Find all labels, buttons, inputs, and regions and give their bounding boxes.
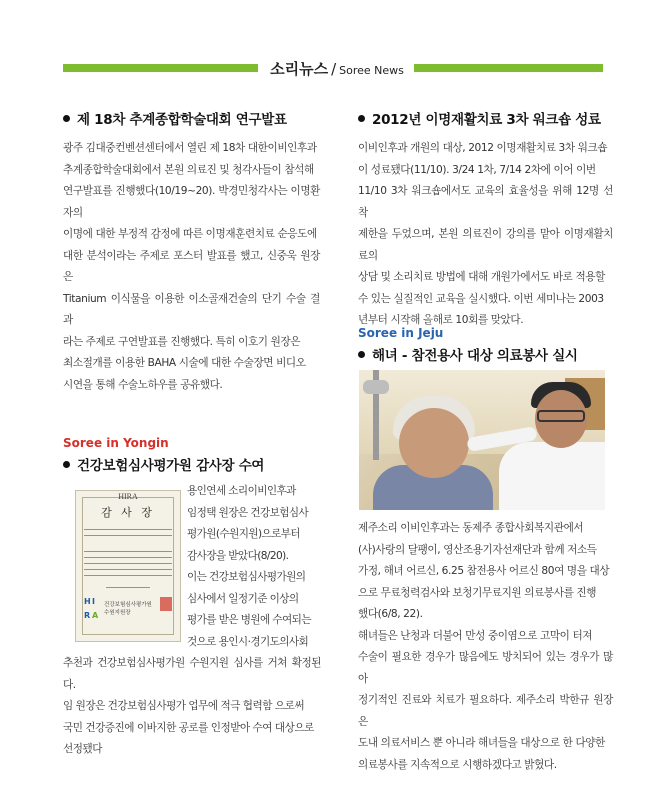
article-headline: 건강보험심사평가원 감사장 수여	[63, 454, 323, 474]
certificate-title: 감 사 장	[101, 506, 155, 519]
section-title-separator: /	[331, 60, 337, 78]
article-yongin	[63, 436, 323, 484]
header-rule-right	[414, 64, 603, 72]
section-title-korean: 소리뉴스	[270, 60, 329, 78]
region-tag: Soree in Yongin	[63, 436, 169, 450]
header-rule-left	[63, 64, 258, 72]
bullet-icon	[63, 115, 70, 122]
article-workshop	[358, 108, 613, 332]
article-symposium	[63, 108, 320, 396]
hira-logo-icon: H I R A	[84, 597, 99, 620]
article-yongin-side	[187, 481, 321, 653]
article-body: 용인연세 소리이비인후과 임정택 원장은 건강보험심사 평가원(수원지원)으로부터 감사장을 받았다(8/20). 이는 건강보험심사평가원의 심사에서 일정기준 이상의 평가를 받은 병원에 수여되는 것으로 용인시·경기도의사회	[187, 485, 311, 648]
article-headline: 2012년 이명재활치료 3차 워크숍 성료	[358, 108, 613, 128]
region-tag: Soree in Jeju	[358, 326, 444, 340]
article-jeju	[358, 326, 613, 374]
certificate-logo: HIRA	[118, 492, 138, 501]
article-body: 추천과 건강보험심사평가원 수원지원 심사를 거쳐 확정된다. 임 원장은 건강보험심사평가 업무에 적극 협력함 으로써 국민 건강증진에 이바지한 공로를 인정받아 수여 대상으로 선정됐다	[63, 657, 321, 755]
seal-stamp	[160, 597, 172, 611]
bullet-icon	[358, 351, 365, 358]
section-title-english: Soree News	[339, 64, 404, 77]
bullet-icon	[63, 461, 70, 468]
article-headline: 해녀 - 참전용사 대상 의료봉사 실시	[358, 344, 613, 364]
bullet-icon	[358, 115, 365, 122]
article-body: 이비인후과 개원의 대상, 2012 이명재활치료 3차 워크숍 이 성료됐다(11/10). 3/24 1차, 7/14 2차에 이어 이번 11/10 3차 워크숍에서도 교육의 효율성을 위해 12명 선착 제한을 두었으며, 본원 의료진이 강의를 맡아 이명재활치료의 상담 및 소리치료 방법에 대해 개원가에서도 바로 적용할 수 있는 실질적인 교육을 실시했다. 이번 세미나는 2003 년부터 시작해 올해로 10회를 맞았다.	[358, 142, 613, 326]
article-headline: 제 18차 추계종합학술대회 연구발표	[63, 108, 320, 128]
article-body: 제주소리 이비인후과는 동제주 종합사회복지관에서 (사)사랑의 달팽이, 영산조용기자선재단과 함께 저소득 가정, 해녀 어르신, 6.25 참전용사 어르신 80여 명을 대상 으로 무료청력검사와 보청기무료지원 의료봉사를 진행 했다(6/8, 22). 해녀들은 난청과 더불어 만성 중이염으로 고막이 터져 수술이 필요한 경우가 많음에도 방치되어 있는 경우가 많아 정기적인 진료와 치료가 필요하다. 제주소리 박한규 원장은 도내 의료서비스 뿐 아니라 해녀들을 대상으로 한 다양한 의료봉사를 지속적으로 시행하겠다고 밝혔다.	[358, 522, 613, 771]
article-jeju-body	[358, 518, 613, 776]
volunteer-photo	[359, 370, 605, 510]
section-header	[262, 58, 412, 80]
article-yongin-body	[63, 653, 321, 761]
certificate-org: 건강보험심사평가원 수원지원장	[104, 602, 152, 616]
certificate-image	[75, 490, 181, 642]
article-body: 광주 김대중컨벤션센터에서 열린 제 18차 대한이비인후과 추계종합학술대회에서 본원 의료진 및 청각사들이 참석해 연구발표를 진행했다(10/19~20). 박경민청각사는 이명환자의 이명에 대한 부정적 감정에 따른 이명재훈련치료 순응도에 대한 분석이라는 주제로 포스터 발표를 했고, 신중욱 원장은 Titanium 이식물을 이용한 이소골재건술의 단기 수술 결과 라는 주제로 구연발표를 진행했다. 특히 이호기 원장은 최소절개를 이용한 BAHA 시술에 대한 수술장면 비디오 시연을 통해 수술노하우를 공유했다.	[63, 142, 320, 391]
